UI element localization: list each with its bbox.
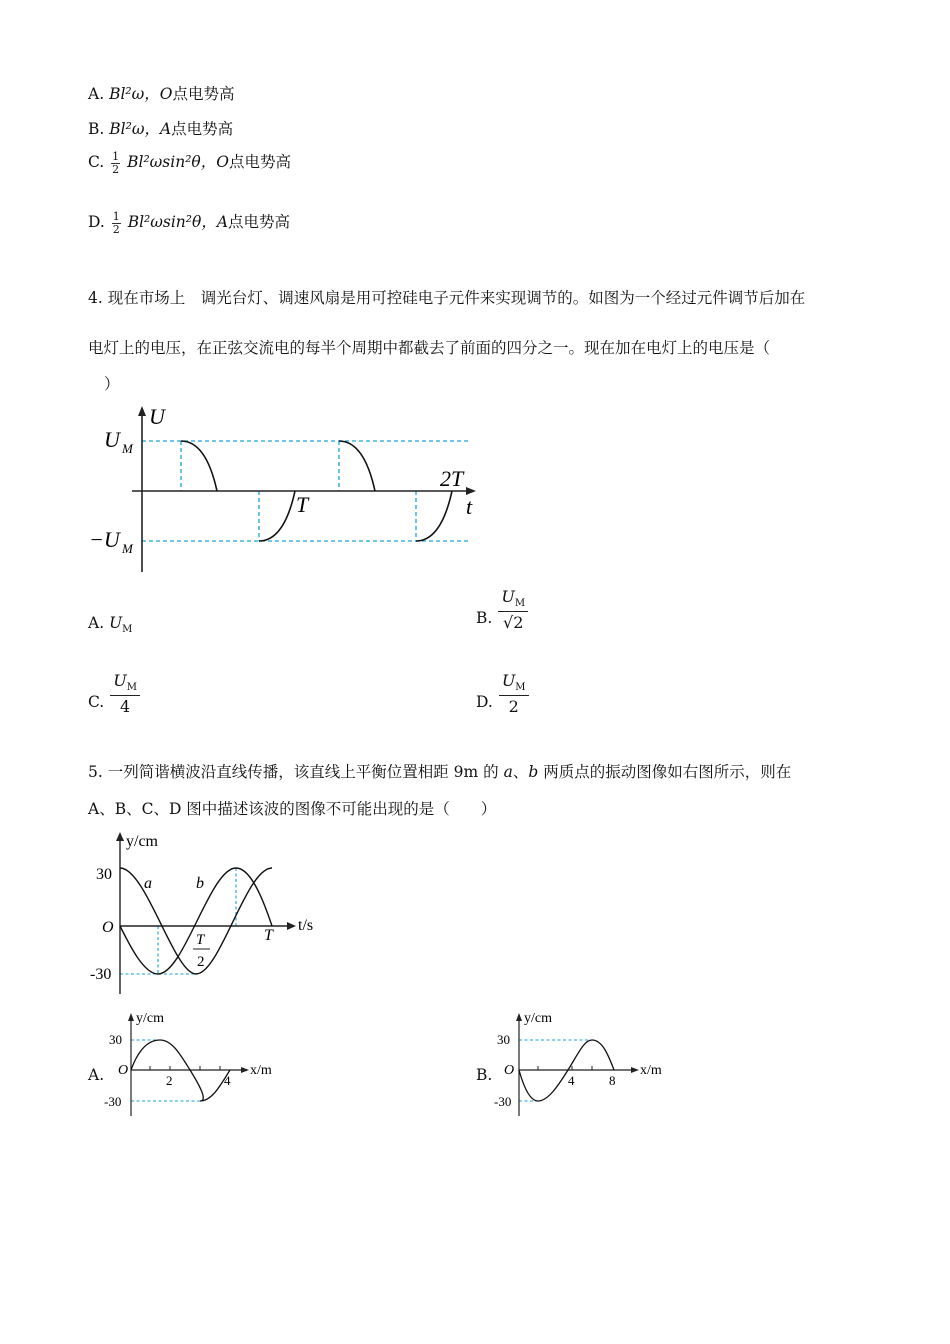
y-top-label: 30: [497, 1032, 510, 1047]
option-fraction: $\frac{U_M}{2}$: [499, 672, 529, 716]
origin-label: O: [102, 919, 114, 936]
option-formula: Bl²ωsin²θ，: [127, 213, 217, 231]
um-sub: M: [122, 441, 133, 456]
um-label: U: [104, 427, 120, 452]
option-label: C.: [88, 153, 105, 171]
point-name: A: [216, 213, 229, 231]
option-text: 点电势高: [172, 85, 235, 103]
y-axis-label: y/cm: [136, 1011, 164, 1026]
option-label: C.: [88, 692, 105, 711]
option-label: A.: [88, 614, 105, 632]
q5-option-b-label: B.: [476, 1066, 493, 1084]
t-axis-label: t: [466, 494, 473, 519]
tick-t-label: T: [264, 927, 273, 944]
tick1-label: 2: [166, 1073, 173, 1088]
curve-b-label: b: [196, 875, 204, 892]
y-axis-label: y/cm: [524, 1011, 552, 1026]
q3-option-c: [88, 150, 291, 175]
neg-um-sub: M: [122, 541, 133, 556]
y-bottom-label: -30: [104, 1094, 122, 1109]
tick2-label: 4: [224, 1073, 231, 1088]
x-axis-label: x/m: [250, 1063, 272, 1078]
q4-option-a: [88, 614, 132, 635]
point-name: O: [159, 85, 173, 103]
y-top-label: 30: [109, 1032, 122, 1047]
half-fraction: $\frac{1}{2}$: [112, 149, 120, 176]
option-fraction: $\frac{U_M}{√2}$: [498, 588, 528, 632]
tick1-label: 4: [568, 1073, 575, 1088]
option-sub: M: [122, 624, 133, 636]
y-axis-arrow: [516, 1013, 522, 1021]
option-formula: Bl²ω，: [109, 120, 160, 138]
tick-2t-label: 2T: [440, 466, 464, 491]
half-t-den: 2: [197, 954, 205, 970]
y-top-label: 30: [96, 866, 112, 883]
x-axis-label: x/m: [640, 1063, 662, 1078]
option-label: B.: [88, 120, 105, 138]
option-text: 点电势高: [228, 213, 291, 231]
neg-um-label: −U: [89, 527, 120, 552]
q5-option-a-label: A.: [88, 1066, 105, 1084]
y-axis-label: y/cm: [126, 833, 158, 850]
q5-option-a-wave: [104, 1010, 284, 1120]
curve-a-label: a: [144, 875, 152, 892]
option-fraction: $\frac{U_M}{4}$: [110, 672, 140, 716]
point-name: A: [159, 120, 172, 138]
option-formula: Bl²ωsin²θ，: [127, 153, 217, 171]
y-bottom-label: -30: [90, 966, 112, 983]
t-axis-label: t/s: [298, 917, 314, 934]
q4-stem-line1: 4. 现在市场上 调光台灯、调速风扇是用可控硅电子元件来实现调节的。如图为一个经过元件调节后加在: [88, 289, 806, 307]
u-axis-arrow: [138, 406, 146, 416]
q4-voltage-figure: [80, 400, 500, 580]
q3-option-b: [88, 117, 233, 139]
q4-option-d: [476, 672, 529, 716]
u-axis-label: U: [149, 404, 165, 429]
q5-stem-line1: 5. 一列简谐横波沿直线传播，该直线上平衡位置相距 9m 的 a、b 两质点的振动图像如右图所示，则在: [88, 763, 792, 781]
q5-vibration-figure: [86, 826, 336, 998]
curve-segment: [181, 441, 217, 491]
curve-segment: [339, 441, 375, 491]
option-text: 点电势高: [228, 153, 291, 171]
origin-label: O: [118, 1063, 129, 1078]
tick-t-label: T: [296, 492, 309, 517]
q4-option-c: [88, 672, 140, 716]
curve-segment: [259, 491, 295, 541]
y-axis-arrow: [116, 832, 124, 841]
q5-stem-line2: A、B、C、D 图中描述该波的图像不可能出现的是（ ）: [88, 800, 497, 818]
q3-option-d: [88, 210, 290, 235]
option-text: 点电势高: [171, 120, 234, 138]
y-bottom-label: -30: [494, 1094, 512, 1109]
option-label: A.: [88, 85, 105, 103]
option-label: B.: [476, 608, 493, 627]
q4-stem-line2: 电灯上的电压，在正弦交流电的每半个周期中都截去了前面的四分之一。现在加在电灯上的电压是（: [88, 339, 771, 357]
option-value: U: [109, 614, 123, 632]
curve-segment: [416, 491, 452, 541]
point-name: O: [216, 153, 229, 171]
option-label: D.: [88, 213, 105, 231]
origin-label: O: [504, 1063, 515, 1078]
q5-option-b-wave: [494, 1010, 674, 1120]
t-axis-arrow: [287, 922, 296, 930]
y-axis-arrow: [128, 1013, 134, 1021]
q4-option-b: [476, 588, 528, 632]
q4-stem-line3: ）: [104, 375, 120, 393]
q3-option-a: [88, 82, 235, 104]
x-axis-arrow: [631, 1067, 639, 1073]
half-fraction: $\frac{1}{2}$: [112, 209, 120, 236]
x-axis-arrow: [241, 1067, 249, 1073]
tick2-label: 8: [609, 1073, 616, 1088]
option-formula: Bl²ω，: [109, 85, 160, 103]
option-label: D.: [476, 692, 493, 711]
half-t-num: T: [196, 932, 205, 948]
